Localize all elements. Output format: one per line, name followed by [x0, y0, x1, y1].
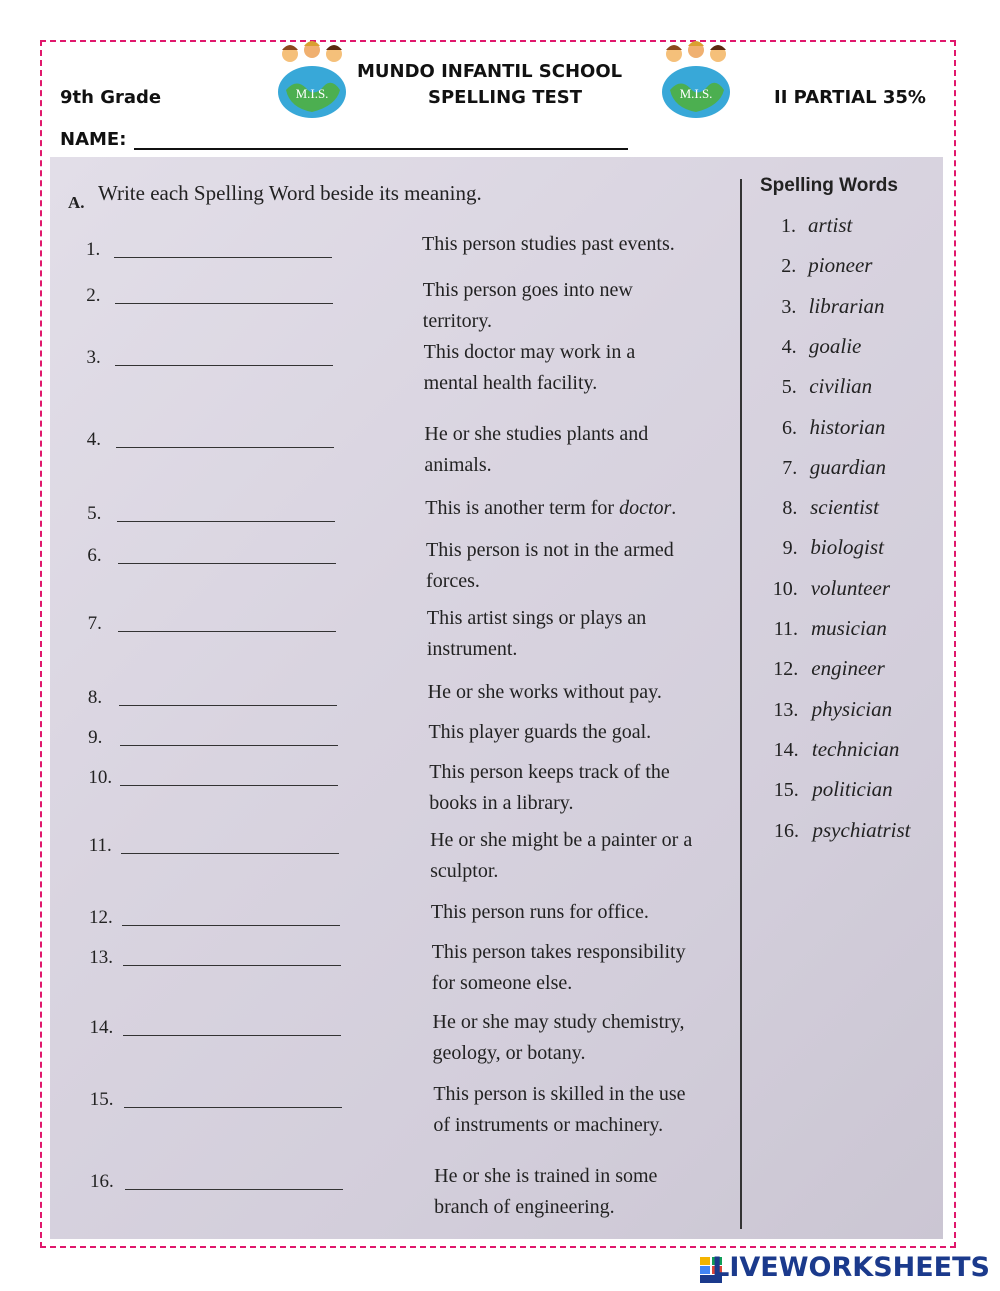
definition-line: This person takes responsibility [431, 941, 686, 963]
spelling-word: biologist [810, 535, 884, 560]
answer-blank[interactable] [116, 447, 334, 448]
column-divider [740, 179, 742, 1229]
question-definition [432, 937, 686, 999]
spelling-word: pioneer [808, 253, 873, 278]
question-number: 7. [87, 613, 102, 634]
liveworksheets-brand: LIVEWORKSHEETS [712, 1252, 990, 1283]
definition-line: This doctor may work in a [423, 341, 636, 363]
definition-line: This person goes into new [422, 279, 633, 301]
spelling-word-number: 4. [781, 335, 797, 358]
spelling-word: technician [811, 736, 900, 761]
definition-line: geology, or botany. [432, 1042, 586, 1064]
spelling-word-number: 12. [773, 658, 799, 681]
spelling-word: psychiatrist [812, 817, 911, 842]
answer-blank[interactable] [118, 563, 336, 564]
definition-line: mental health facility. [423, 372, 598, 394]
school-logo-left [272, 40, 352, 120]
question-number: 14. [89, 1017, 114, 1038]
answer-blank[interactable] [125, 1189, 343, 1190]
answer-blank[interactable] [120, 785, 338, 786]
definition-line: He or she is trained in some [434, 1165, 658, 1187]
answer-blank[interactable] [120, 745, 338, 746]
answer-blank[interactable] [115, 303, 333, 304]
spelling-word-number: 9. [782, 537, 798, 560]
question-number: 1. [86, 239, 101, 260]
question-definition [423, 275, 633, 337]
definition-line: This person is skilled in the use [433, 1083, 686, 1105]
worksheet-photo [50, 157, 943, 1239]
spelling-word-number: 7. [782, 456, 798, 479]
question-number: 6. [87, 545, 102, 566]
definition-text: . [671, 497, 677, 519]
spelling-word-number: 14. [773, 738, 799, 761]
name-label: NAME: [60, 129, 127, 150]
question-definition [425, 493, 676, 524]
section-instruction: Write each Spelling Word beside its meaning. [98, 181, 482, 205]
grade-label: 9th Grade [60, 87, 162, 108]
definition-line: instrument. [426, 638, 518, 660]
spelling-word-number: 13. [773, 698, 799, 721]
spelling-word: scientist [810, 495, 879, 520]
spelling-word: goalie [808, 333, 862, 358]
spelling-word-number: 11. [773, 618, 798, 640]
spelling-word-number: 8. [782, 497, 798, 520]
spelling-word-number: 16. [774, 819, 799, 842]
section-letter: A. [68, 193, 85, 212]
answer-blank[interactable] [115, 365, 333, 366]
spelling-word: librarian [808, 293, 885, 318]
answer-blank[interactable] [119, 705, 337, 706]
question-definition [428, 677, 662, 708]
question-definition [433, 1079, 685, 1141]
definition-line: This person runs for office. [430, 901, 649, 923]
definition-line: He or she works without pay. [427, 681, 662, 703]
definition-line: He or she may study chemistry, [432, 1011, 685, 1033]
question-number: 15. [89, 1089, 114, 1110]
question-definition [426, 535, 674, 597]
question-definition [424, 419, 648, 481]
question-number: 16. [90, 1171, 114, 1192]
question-number: 4. [86, 429, 102, 450]
svg-text:M.I.S.: M.I.S. [295, 86, 329, 101]
spelling-word-number: 2. [781, 255, 797, 278]
answer-blank[interactable] [118, 631, 336, 632]
question-definition [434, 1161, 657, 1223]
school-logo-right [656, 40, 736, 120]
definition-line: He or she might be a painter or a [430, 829, 693, 851]
definition-line: sculptor. [430, 860, 499, 882]
definition-line: books in a library. [429, 792, 574, 814]
definition-line: branch of engineering. [434, 1196, 615, 1218]
question-number: 10. [88, 767, 113, 788]
question-definition [424, 337, 636, 399]
answer-blank[interactable] [114, 257, 332, 258]
question-definition [430, 825, 692, 887]
answer-blank[interactable] [121, 853, 339, 854]
spelling-word: artist [808, 213, 853, 237]
answer-blank[interactable] [117, 521, 335, 522]
definition-line: This player guards the goal. [428, 721, 652, 743]
name-input-line[interactable] [134, 148, 628, 150]
answer-blank[interactable] [123, 1035, 341, 1036]
definition-line: He or she studies plants and [424, 423, 649, 445]
spelling-words-title: Spelling Words [760, 175, 898, 196]
school-name: MUNDO INFANTIL SCHOOL [357, 61, 623, 82]
question-definition [427, 603, 646, 665]
spelling-word-number: 5. [781, 376, 797, 399]
question-number: 3. [86, 347, 101, 368]
question-number: 11. [88, 835, 112, 856]
question-definition [431, 897, 649, 928]
definition-emphasis: doctor [619, 497, 672, 519]
question-number: 12. [88, 907, 113, 928]
definition-line: This person is not in the armed [426, 539, 674, 561]
spelling-word: engineer [811, 656, 885, 681]
spelling-word-number: 1. [781, 215, 796, 237]
definition-line: territory. [422, 310, 493, 332]
definition-line: This artist sings or plays an [426, 607, 647, 629]
spelling-word: historian [809, 414, 886, 439]
spelling-word-number: 10. [772, 577, 798, 600]
spelling-word: physician [811, 696, 893, 721]
partial-label: II PARTIAL 35% [774, 87, 926, 108]
answer-blank[interactable] [124, 1107, 342, 1108]
definition-line: for someone else. [431, 972, 573, 994]
definition-line: This person studies past events. [422, 233, 675, 255]
svg-text:M.I.S.: M.I.S. [679, 86, 713, 101]
question-definition [429, 757, 669, 819]
spelling-word-number: 6. [782, 416, 797, 439]
spelling-word: civilian [809, 374, 873, 399]
question-number: 2. [86, 285, 101, 306]
spelling-word: volunteer [810, 575, 890, 600]
question-number: 8. [87, 687, 103, 708]
question-number: 5. [87, 503, 102, 524]
question-number: 13. [89, 947, 113, 968]
question-number: 9. [88, 727, 103, 748]
question-definition [433, 1007, 685, 1069]
question-definition [422, 229, 675, 260]
spelling-word: musician [811, 616, 887, 640]
definition-line: of instruments or machinery. [433, 1114, 664, 1136]
definition-line: animals. [424, 454, 492, 476]
definition-line: forces. [426, 570, 480, 592]
spelling-word-number: 3. [781, 295, 797, 318]
answer-blank[interactable] [123, 965, 341, 966]
definition-text: This is another term for [425, 497, 620, 519]
spelling-word: politician [812, 777, 893, 802]
question-definition [428, 717, 651, 748]
spelling-word: guardian [809, 454, 887, 479]
definition-line: This person keeps track of the [429, 761, 670, 783]
spelling-word-number: 15. [773, 779, 799, 802]
test-title: SPELLING TEST [428, 87, 583, 108]
answer-blank[interactable] [122, 925, 340, 926]
